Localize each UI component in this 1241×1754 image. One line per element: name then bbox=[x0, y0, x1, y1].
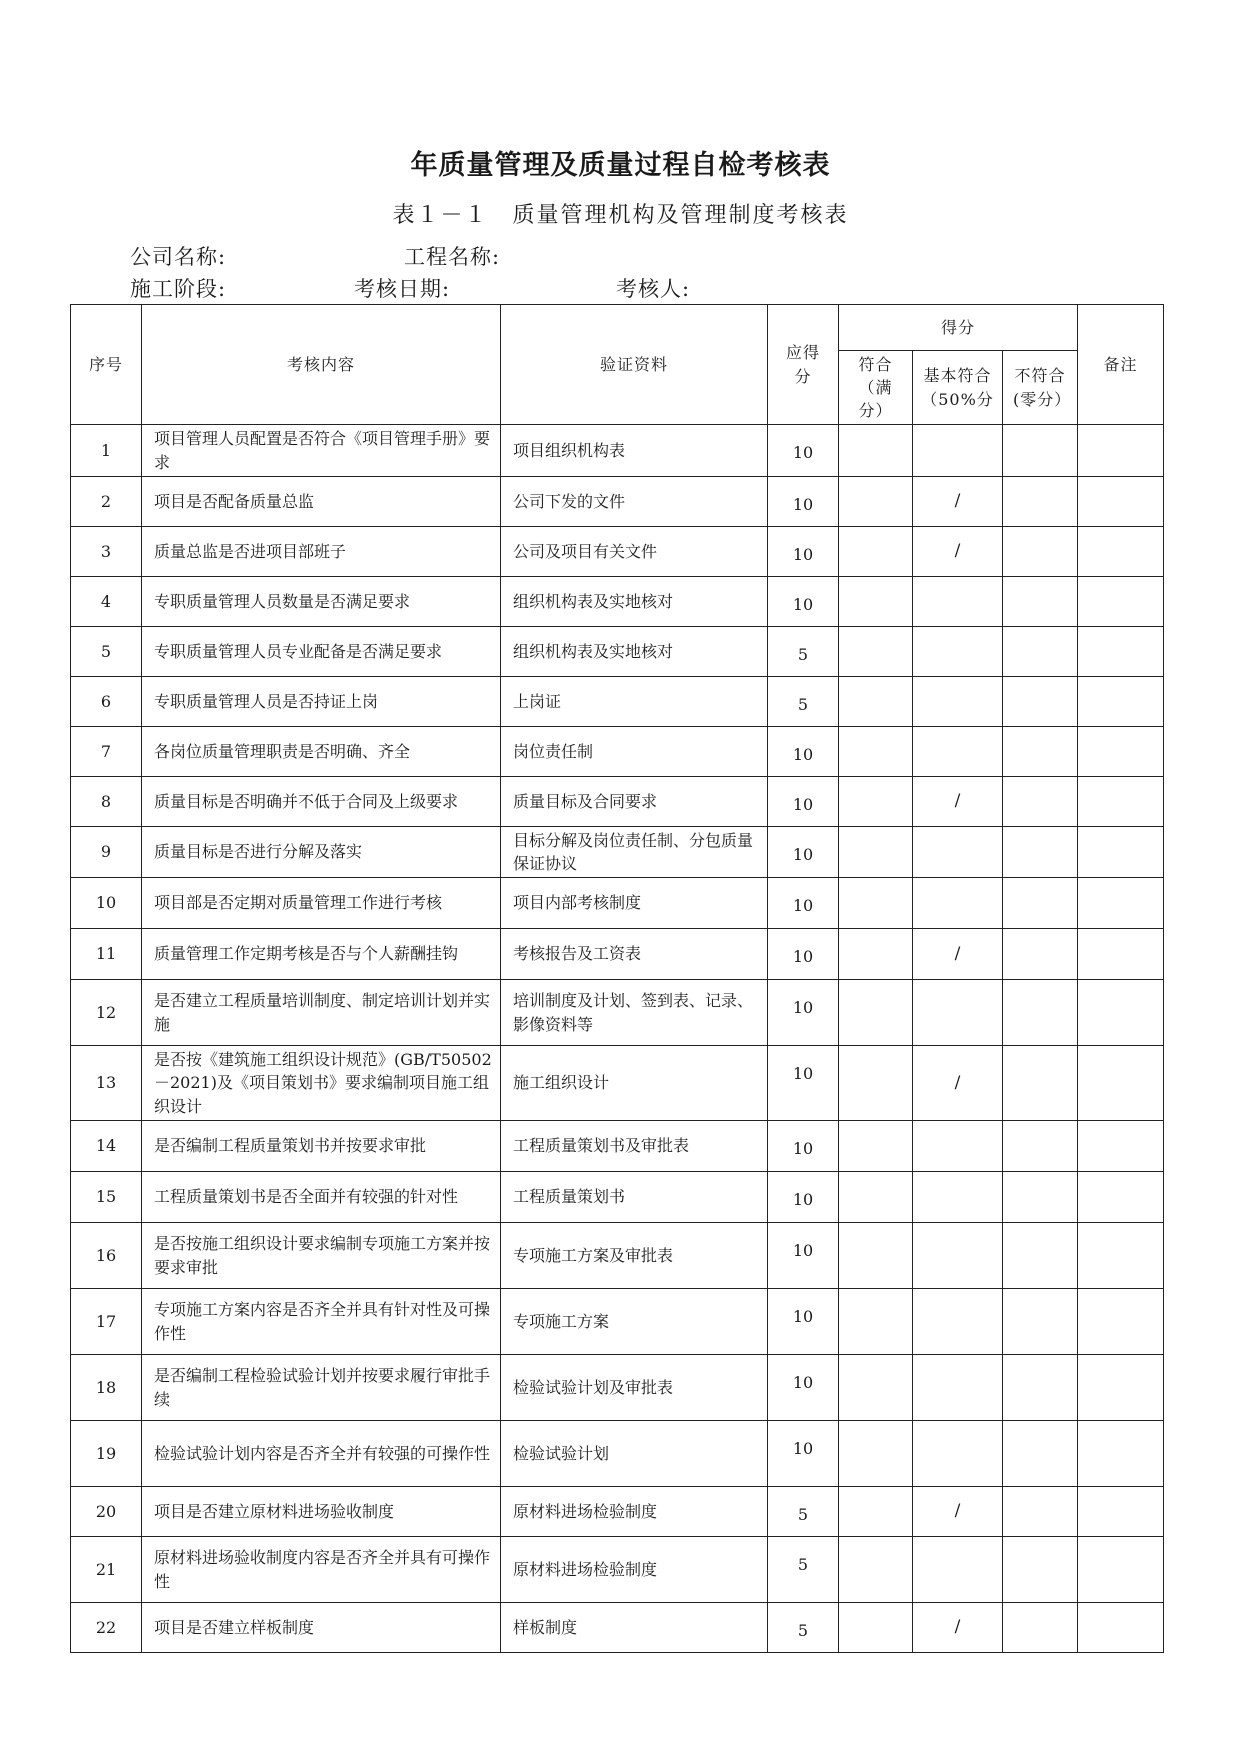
row-zero-score bbox=[1003, 627, 1078, 677]
row-evidence: 样板制度 bbox=[501, 1603, 768, 1653]
row-number: 10 bbox=[71, 878, 142, 929]
row-zero-score bbox=[1003, 980, 1078, 1046]
row-evidence: 工程质量策划书及审批表 bbox=[501, 1121, 768, 1172]
row-zero-score bbox=[1003, 777, 1078, 827]
table-row bbox=[71, 980, 1164, 1046]
row-number: 2 bbox=[71, 477, 142, 527]
row-full-score bbox=[839, 1223, 913, 1289]
row-max-score: 10 bbox=[768, 1172, 839, 1223]
row-evidence: 上岗证 bbox=[501, 677, 768, 727]
row-full-score bbox=[839, 1603, 913, 1653]
row-remark bbox=[1078, 1289, 1164, 1355]
row-number: 6 bbox=[71, 677, 142, 727]
row-partial-score: / bbox=[913, 1487, 1003, 1537]
row-content: 项目是否建立样板制度 bbox=[142, 1603, 501, 1653]
header-evidence: 验证资料 bbox=[501, 305, 768, 425]
row-number: 20 bbox=[71, 1487, 142, 1537]
row-full-score bbox=[839, 777, 913, 827]
row-zero-score bbox=[1003, 425, 1078, 477]
row-partial-score: / bbox=[913, 1603, 1003, 1653]
row-max-score: 5 bbox=[768, 1603, 839, 1653]
row-remark bbox=[1078, 878, 1164, 929]
row-number: 21 bbox=[71, 1537, 142, 1603]
row-full-score bbox=[839, 929, 913, 980]
table-row bbox=[71, 777, 1164, 827]
row-zero-score bbox=[1003, 1355, 1078, 1421]
row-content: 是否按施工组织设计要求编制专项施工方案并按要求审批 bbox=[142, 1223, 501, 1289]
table-row bbox=[71, 1487, 1164, 1537]
row-max-score: 10 bbox=[768, 477, 839, 527]
row-number: 22 bbox=[71, 1603, 142, 1653]
table-row bbox=[71, 677, 1164, 727]
row-max-score: 10 bbox=[768, 929, 839, 980]
row-number: 18 bbox=[71, 1355, 142, 1421]
row-evidence: 公司下发的文件 bbox=[501, 477, 768, 527]
row-number: 17 bbox=[71, 1289, 142, 1355]
table-row bbox=[71, 627, 1164, 677]
row-partial-score bbox=[913, 878, 1003, 929]
row-number: 19 bbox=[71, 1421, 142, 1487]
row-number: 3 bbox=[71, 527, 142, 577]
row-full-score bbox=[839, 425, 913, 477]
table-row bbox=[71, 929, 1164, 980]
row-max-score: 10 bbox=[768, 980, 839, 1046]
row-evidence: 施工组织设计 bbox=[501, 1046, 768, 1121]
row-number: 15 bbox=[71, 1172, 142, 1223]
row-number: 12 bbox=[71, 980, 142, 1046]
row-number: 11 bbox=[71, 929, 142, 980]
row-number: 1 bbox=[71, 425, 142, 477]
page-title: 年质量管理及质量过程自检考核表 bbox=[410, 150, 831, 181]
row-content: 是否编制工程质量策划书并按要求审批 bbox=[142, 1121, 501, 1172]
row-zero-score bbox=[1003, 527, 1078, 577]
row-zero-score bbox=[1003, 1487, 1078, 1537]
row-remark bbox=[1078, 777, 1164, 827]
row-evidence: 检验试验计划 bbox=[501, 1421, 768, 1487]
row-evidence: 专项施工方案及审批表 bbox=[501, 1223, 768, 1289]
assessor-label: 考核人: bbox=[616, 277, 691, 301]
row-number: 16 bbox=[71, 1223, 142, 1289]
header-zero-score: 不符合(零分） bbox=[1003, 351, 1078, 425]
row-content: 专职质量管理人员数量是否满足要求 bbox=[142, 577, 501, 627]
row-zero-score bbox=[1003, 1121, 1078, 1172]
row-max-score: 10 bbox=[768, 878, 839, 929]
header-score: 得分 bbox=[839, 305, 1078, 351]
company-name-label: 公司名称: bbox=[130, 245, 227, 269]
assessment-date-label: 考核日期: bbox=[354, 277, 451, 301]
table-row bbox=[71, 1223, 1164, 1289]
row-partial-score bbox=[913, 627, 1003, 677]
row-content: 质量管理工作定期考核是否与个人薪酬挂钩 bbox=[142, 929, 501, 980]
table-row bbox=[71, 878, 1164, 929]
row-content: 专职质量管理人员是否持证上岗 bbox=[142, 677, 501, 727]
row-full-score bbox=[839, 878, 913, 929]
row-content: 是否编制工程检验试验计划并按要求履行审批手续 bbox=[142, 1355, 501, 1421]
table-row bbox=[71, 1537, 1164, 1603]
table-row bbox=[71, 1421, 1164, 1487]
row-partial-score bbox=[913, 1355, 1003, 1421]
row-evidence: 考核报告及工资表 bbox=[501, 929, 768, 980]
row-partial-score bbox=[913, 1121, 1003, 1172]
row-full-score bbox=[839, 1421, 913, 1487]
row-full-score bbox=[839, 1121, 913, 1172]
row-evidence: 目标分解及岗位责任制、分包质量保证协议 bbox=[501, 827, 768, 878]
row-full-score bbox=[839, 1046, 913, 1121]
row-zero-score bbox=[1003, 477, 1078, 527]
row-content: 质量目标是否进行分解及落实 bbox=[142, 827, 501, 878]
row-max-score: 5 bbox=[768, 1537, 839, 1603]
row-partial-score bbox=[913, 980, 1003, 1046]
row-remark bbox=[1078, 627, 1164, 677]
row-zero-score bbox=[1003, 1537, 1078, 1603]
row-max-score: 10 bbox=[768, 1289, 839, 1355]
row-zero-score bbox=[1003, 677, 1078, 727]
row-remark bbox=[1078, 425, 1164, 477]
row-zero-score bbox=[1003, 1172, 1078, 1223]
row-partial-score bbox=[913, 577, 1003, 627]
row-max-score: 5 bbox=[768, 627, 839, 677]
row-partial-score bbox=[913, 1421, 1003, 1487]
row-evidence: 原材料进场检验制度 bbox=[501, 1537, 768, 1603]
table-row bbox=[71, 727, 1164, 777]
row-remark bbox=[1078, 929, 1164, 980]
row-partial-score bbox=[913, 827, 1003, 878]
row-zero-score bbox=[1003, 577, 1078, 627]
construction-stage-label: 施工阶段: bbox=[130, 277, 227, 301]
row-partial-score bbox=[913, 425, 1003, 477]
row-remark bbox=[1078, 1121, 1164, 1172]
row-max-score: 10 bbox=[768, 827, 839, 878]
row-zero-score bbox=[1003, 929, 1078, 980]
table-row bbox=[71, 1355, 1164, 1421]
row-evidence: 专项施工方案 bbox=[501, 1289, 768, 1355]
row-number: 9 bbox=[71, 827, 142, 878]
row-content: 工程质量策划书是否全面并有较强的针对性 bbox=[142, 1172, 501, 1223]
row-max-score: 10 bbox=[768, 777, 839, 827]
row-partial-score bbox=[913, 1223, 1003, 1289]
row-zero-score bbox=[1003, 1289, 1078, 1355]
table-row bbox=[71, 477, 1164, 527]
row-zero-score bbox=[1003, 1223, 1078, 1289]
table-row bbox=[71, 1121, 1164, 1172]
row-remark bbox=[1078, 1355, 1164, 1421]
row-content: 各岗位质量管理职责是否明确、齐全 bbox=[142, 727, 501, 777]
row-max-score: 10 bbox=[768, 527, 839, 577]
row-evidence: 检验试验计划及审批表 bbox=[501, 1355, 768, 1421]
row-evidence: 工程质量策划书 bbox=[501, 1172, 768, 1223]
row-remark bbox=[1078, 527, 1164, 577]
row-content: 项目是否配备质量总监 bbox=[142, 477, 501, 527]
row-max-score: 5 bbox=[768, 677, 839, 727]
row-evidence: 项目内部考核制度 bbox=[501, 878, 768, 929]
table-row bbox=[71, 577, 1164, 627]
table-row bbox=[71, 527, 1164, 577]
row-full-score bbox=[839, 1487, 913, 1537]
row-number: 13 bbox=[71, 1046, 142, 1121]
row-partial-score: / bbox=[913, 777, 1003, 827]
row-remark bbox=[1078, 1421, 1164, 1487]
row-full-score bbox=[839, 827, 913, 878]
row-full-score bbox=[839, 1537, 913, 1603]
row-remark bbox=[1078, 980, 1164, 1046]
row-partial-score bbox=[913, 727, 1003, 777]
row-max-score: 10 bbox=[768, 1046, 839, 1121]
row-content: 专项施工方案内容是否齐全并具有针对性及可操作性 bbox=[142, 1289, 501, 1355]
row-number: 4 bbox=[71, 577, 142, 627]
row-zero-score bbox=[1003, 1603, 1078, 1653]
project-name-label: 工程名称: bbox=[404, 245, 501, 269]
row-max-score: 10 bbox=[768, 727, 839, 777]
row-full-score bbox=[839, 527, 913, 577]
row-full-score bbox=[839, 627, 913, 677]
row-zero-score bbox=[1003, 878, 1078, 929]
row-remark bbox=[1078, 577, 1164, 627]
row-partial-score: / bbox=[913, 929, 1003, 980]
row-remark bbox=[1078, 677, 1164, 727]
row-number: 5 bbox=[71, 627, 142, 677]
header-partial-score: 基本符合（50%分 bbox=[913, 351, 1003, 425]
row-zero-score bbox=[1003, 1421, 1078, 1487]
row-content: 质量目标是否明确并不低于合同及上级要求 bbox=[142, 777, 501, 827]
row-evidence: 组织机构表及实地核对 bbox=[501, 627, 768, 677]
row-evidence: 质量目标及合同要求 bbox=[501, 777, 768, 827]
row-full-score bbox=[839, 727, 913, 777]
table-row bbox=[71, 1603, 1164, 1653]
row-partial-score: / bbox=[913, 1046, 1003, 1121]
row-max-score: 10 bbox=[768, 425, 839, 477]
row-evidence: 培训制度及计划、签到表、记录、影像资料等 bbox=[501, 980, 768, 1046]
row-content: 专职质量管理人员专业配备是否满足要求 bbox=[142, 627, 501, 677]
table-subtitle: 表１－１ 质量管理机构及管理制度考核表 bbox=[392, 203, 849, 228]
row-max-score: 10 bbox=[768, 1223, 839, 1289]
row-remark bbox=[1078, 1172, 1164, 1223]
assessment-table bbox=[70, 304, 1164, 1653]
row-remark bbox=[1078, 1487, 1164, 1537]
row-evidence: 原材料进场检验制度 bbox=[501, 1487, 768, 1537]
row-zero-score bbox=[1003, 827, 1078, 878]
header-full-score: 符合（满分） bbox=[839, 351, 913, 425]
row-number: 14 bbox=[71, 1121, 142, 1172]
header-content: 考核内容 bbox=[142, 305, 501, 425]
row-evidence: 组织机构表及实地核对 bbox=[501, 577, 768, 627]
row-full-score bbox=[839, 1355, 913, 1421]
row-max-score: 10 bbox=[768, 1355, 839, 1421]
table-row bbox=[71, 425, 1164, 477]
table-row bbox=[71, 827, 1164, 878]
row-full-score bbox=[839, 677, 913, 727]
row-remark bbox=[1078, 1046, 1164, 1121]
row-content: 质量总监是否进项目部班子 bbox=[142, 527, 501, 577]
row-remark bbox=[1078, 727, 1164, 777]
row-content: 是否建立工程质量培训制度、制定培训计划并实施 bbox=[142, 980, 501, 1046]
header-no: 序号 bbox=[71, 305, 142, 425]
row-partial-score bbox=[913, 677, 1003, 727]
row-remark bbox=[1078, 1223, 1164, 1289]
row-number: 7 bbox=[71, 727, 142, 777]
row-full-score bbox=[839, 577, 913, 627]
row-content: 项目管理人员配置是否符合《项目管理手册》要求 bbox=[142, 425, 501, 477]
row-zero-score bbox=[1003, 727, 1078, 777]
row-partial-score bbox=[913, 1289, 1003, 1355]
row-content: 项目部是否定期对质量管理工作进行考核 bbox=[142, 878, 501, 929]
row-evidence: 岗位责任制 bbox=[501, 727, 768, 777]
row-full-score bbox=[839, 980, 913, 1046]
row-zero-score bbox=[1003, 1046, 1078, 1121]
row-evidence: 公司及项目有关文件 bbox=[501, 527, 768, 577]
row-number: 8 bbox=[71, 777, 142, 827]
row-full-score bbox=[839, 1172, 913, 1223]
row-partial-score: / bbox=[913, 527, 1003, 577]
row-content: 原材料进场验收制度内容是否齐全并具有可操作性 bbox=[142, 1537, 501, 1603]
row-remark bbox=[1078, 1537, 1164, 1603]
row-full-score bbox=[839, 1289, 913, 1355]
row-partial-score bbox=[913, 1172, 1003, 1223]
row-partial-score: / bbox=[913, 477, 1003, 527]
header-max-score: 应得分 bbox=[768, 305, 839, 425]
table-row bbox=[71, 1172, 1164, 1223]
row-full-score bbox=[839, 477, 913, 527]
row-remark bbox=[1078, 477, 1164, 527]
row-content: 项目是否建立原材料进场验收制度 bbox=[142, 1487, 501, 1537]
table-row bbox=[71, 1289, 1164, 1355]
row-max-score: 10 bbox=[768, 577, 839, 627]
row-content: 检验试验计划内容是否齐全并有较强的可操作性 bbox=[142, 1421, 501, 1487]
row-max-score: 10 bbox=[768, 1421, 839, 1487]
row-partial-score bbox=[913, 1537, 1003, 1603]
row-remark bbox=[1078, 1603, 1164, 1653]
header-remark: 备注 bbox=[1078, 305, 1164, 425]
row-max-score: 10 bbox=[768, 1121, 839, 1172]
table-row bbox=[71, 1046, 1164, 1121]
row-content: 是否按《建筑施工组织设计规范》(GB/T50502－2021)及《项目策划书》要求编制项目施工组织设计 bbox=[142, 1046, 501, 1121]
row-evidence: 项目组织机构表 bbox=[501, 425, 768, 477]
row-max-score: 5 bbox=[768, 1487, 839, 1537]
row-remark bbox=[1078, 827, 1164, 878]
